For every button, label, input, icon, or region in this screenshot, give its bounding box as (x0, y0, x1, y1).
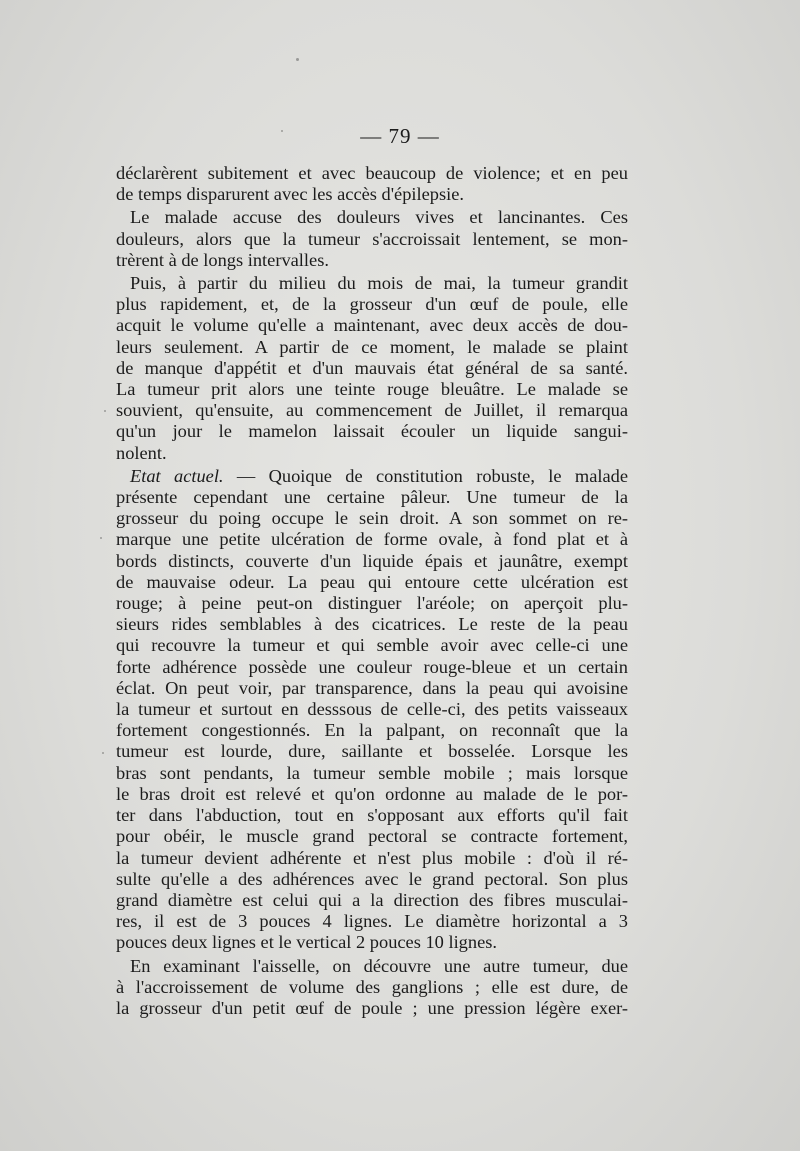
text-line: de mauvaise odeur. La peau qui entoure cette ulcération est (116, 571, 628, 592)
section-lead: Etat actuel. (130, 465, 224, 486)
paper-speck (100, 537, 102, 539)
paragraph (116, 163, 628, 205)
text-line: qui recouvre la tumeur et qui semble avoir avec celle-ci une (116, 635, 628, 656)
paper-speck (296, 58, 299, 61)
text-line: bras sont pendants, la tumeur semble mobile ; mais lorsque (116, 762, 628, 783)
text-line: qu'un jour le mamelon laissait écouler un liquide sangui- (116, 421, 628, 442)
paragraph (116, 207, 628, 271)
text-line: la tumeur devient adhérente et n'est plus mobile : d'où il ré- (116, 847, 628, 868)
text-line: à l'accroissement de volume des ganglions ; elle est dure, de (116, 976, 628, 997)
text-line: présente cependant une certaine pâleur. Une tumeur de la (116, 487, 628, 508)
text-line: bords distincts, couverte d'un liquide épais et jaunâtre, exempt (116, 550, 628, 571)
text-line: res, il est de 3 pouces 4 lignes. Le diamètre horizontal a 3 (116, 911, 628, 932)
text-line: trèrent à de longs intervalles. (116, 249, 329, 270)
page-number: — 79 — (360, 124, 440, 148)
text-line: douleurs, alors que la tumeur s'accroissait lentement, se mon- (116, 228, 628, 249)
text-line: rouge; à peine peut-on distinguer l'aréole; on aperçoit plu- (116, 593, 628, 614)
paragraph (116, 273, 628, 464)
text-line: marque une petite ulcération de forme ovale, à fond plat et à (116, 529, 628, 550)
text-line: La tumeur prit alors une teinte rouge bleuâtre. Le malade se (116, 379, 628, 400)
text-line: de manque d'appétit et d'un mauvais état général de sa santé. (116, 357, 628, 378)
text-line: fortement congestionnés. En la palpant, on reconnaît que la (116, 720, 628, 741)
text-line: pouces deux lignes et le vertical 2 pouces 10 lignes. (116, 932, 497, 953)
text-line: souvient, qu'ensuite, au commencement de Juillet, il remarqua (116, 400, 628, 421)
text-line: leurs seulement. A partir de ce moment, le malade se plaint (116, 336, 628, 357)
text-line: Puis, à partir du milieu du mois de mai, la tumeur grandit (130, 273, 628, 294)
text-line: sulte qu'elle a des adhérences avec le grand pectoral. Son plus (116, 868, 628, 889)
body-text (116, 163, 628, 1019)
text-line: Le malade accuse des douleurs vives et lancinantes. Ces (130, 207, 628, 228)
text-line: grosseur du poing occupe le sein droit. A son sommet on re- (116, 508, 628, 529)
paper-speck (102, 752, 104, 754)
text-line: la grosseur d'un petit œuf de poule ; une pression légère exer- (116, 997, 628, 1018)
text-line: la tumeur et surtout en desssous de celle-ci, des petits vaisseaux (116, 699, 628, 720)
text-line (116, 466, 628, 487)
text-line: ter dans l'abduction, tout en s'opposant aux efforts qu'il fait (116, 805, 628, 826)
text-line: grand diamètre est celui qui a la direction des fibres musculai- (116, 889, 628, 910)
text-line: sieurs rides semblables à des cicatrices. Le reste de la peau (116, 614, 628, 635)
text-line: déclarèrent subitement et avec beaucoup de violence; et en peu (116, 163, 628, 183)
text-line: En examinant l'aisselle, on découvre une autre tumeur, due (130, 955, 628, 976)
text-line: pour obéir, le muscle grand pectoral se contracte fortement, (116, 826, 628, 847)
text-line: forte adhérence possède une couleur rouge-bleue et un certain (116, 656, 628, 677)
text-run: — Quoique de constitution robuste, le malade (223, 465, 628, 486)
text-line: acquit le volume qu'elle a maintenant, avec deux accès de dou- (116, 315, 628, 336)
paragraph (116, 466, 628, 954)
text-line: nolent. (116, 442, 167, 463)
text-line: éclat. On peut voir, par transparence, dans la peau qui avoisine (116, 677, 628, 698)
text-line: de temps disparurent avec les accès d'épilepsie. (116, 184, 464, 205)
text-line: plus rapidement, et, de la grosseur d'un œuf de poule, elle (116, 294, 628, 315)
text-line: le bras droit est relevé et qu'on ordonne au malade de le por- (116, 783, 628, 804)
paper-speck (104, 410, 106, 412)
paragraph (116, 956, 628, 1020)
text-line: tumeur est lourde, dure, saillante et bosselée. Lorsque les (116, 741, 628, 762)
